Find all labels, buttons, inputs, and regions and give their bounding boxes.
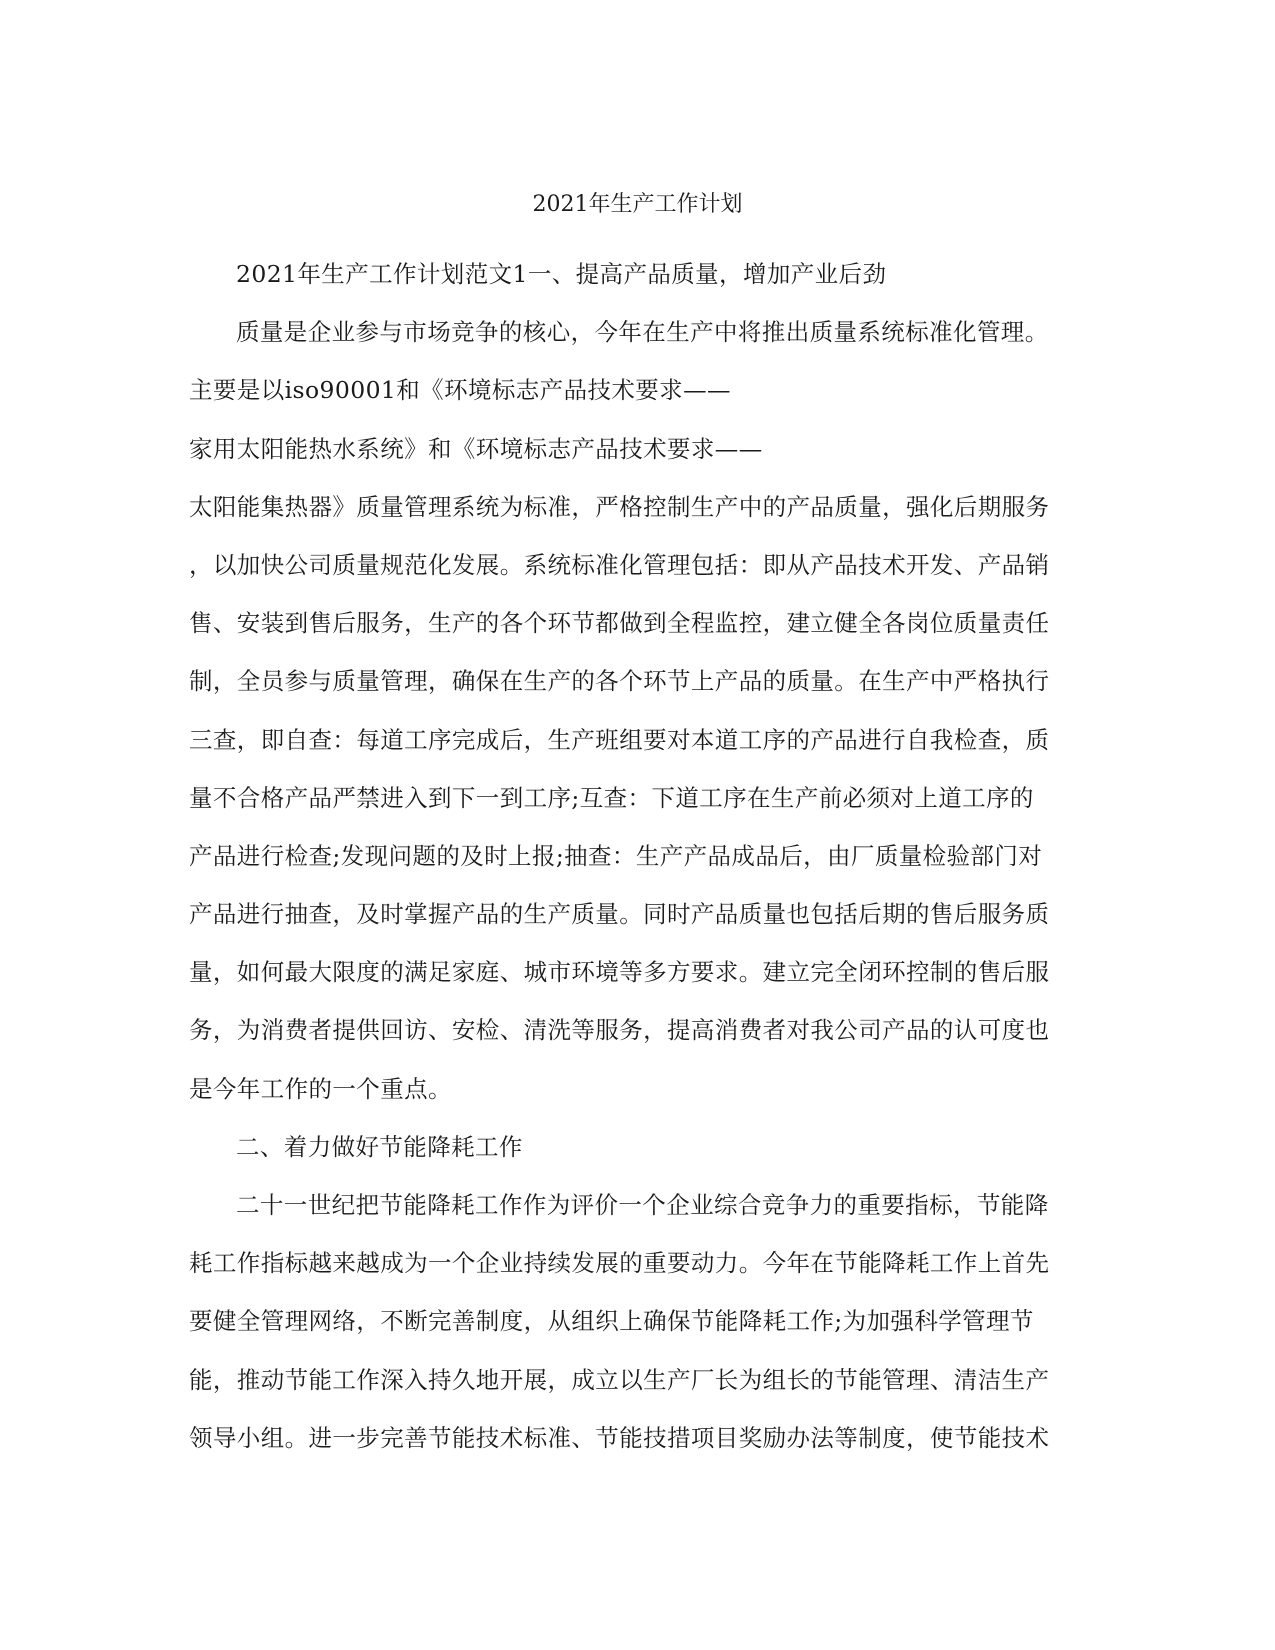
paragraph-line: 制，全员参与质量管理，确保在生产的各个环节上产品的质量。在生产中严格执行 xyxy=(189,667,1050,696)
paragraph-line: 要健全管理网络，不断完善制度，从组织上确保节能降耗工作;为加强科学管理节 xyxy=(189,1307,1034,1336)
paragraph-line: 主要是以iso90001和《环境标志产品技术要求—— xyxy=(189,376,731,405)
paragraph-line: 售、安装到售后服务，生产的各个环节都做到全程监控，建立健全各岗位质量责任 xyxy=(189,609,1050,638)
paragraph-line: 二十一世纪把节能降耗工作作为评价一个企业综合竞争力的重要指标，节能降 xyxy=(236,1191,1049,1219)
paragraph-line: 领导小组。进一步完善节能技术标准、节能技措项目奖励办法等制度，使节能技术 xyxy=(189,1423,1050,1452)
section-heading-2: 二、着力做好节能降耗工作 xyxy=(236,1132,523,1161)
paragraph-line: 量，如何最大限度的满足家庭、城市环境等多方要求。建立完全闭环控制的售后服 xyxy=(189,958,1050,987)
paragraph-line: 能，推动节能工作深入持久地开展，成立以生产厂长为组长的节能管理、清洁生产 xyxy=(189,1365,1050,1394)
document-title: 2021年生产工作计划 xyxy=(532,192,743,217)
paragraph-line: ，以加快公司质量规范化发展。系统标准化管理包括：即从产品技术开发、产品销 xyxy=(189,550,1050,579)
paragraph-line: 产品进行检查;发现问题的及时上报;抽查：生产产品成品后，由厂质量检验部门对 xyxy=(189,841,1043,870)
paragraph-line: 是今年工作的一个重点。 xyxy=(189,1074,452,1103)
paragraph-line: 太阳能集热器》质量管理系统为标准，严格控制生产中的产品质量，强化后期服务 xyxy=(189,492,1050,521)
section-heading-1: 2021年生产工作计划范文1一、提高产品质量，增加产业后劲 xyxy=(236,260,887,288)
document-body xyxy=(189,259,1087,1481)
paragraph-line: 务，为消费者提供回访、安检、清洗等服务，提高消费者对我公司产品的认可度也 xyxy=(189,1016,1050,1045)
paragraph-line: 质量是企业参与市场竞争的核心，今年在生产中将推出质量系统标准化管理。 xyxy=(236,318,1049,347)
paragraph-line: 产品进行抽查，及时掌握产品的生产质量。同时产品质量也包括后期的售后服务质 xyxy=(189,900,1050,929)
paragraph-line: 三查，即自查：每道工序完成后，生产班组要对本道工序的产品进行自我检查，质 xyxy=(189,725,1050,754)
paragraph-line: 耗工作指标越来越成为一个企业持续发展的重要动力。今年在节能降耗工作上首先 xyxy=(189,1249,1050,1278)
paragraph-line: 家用太阳能热水系统》和《环境标志产品技术要求—— xyxy=(189,434,763,463)
paragraph-line: 量不合格产品严禁进入到下一到工序;互查：下道工序在生产前必须对上道工序的 xyxy=(189,783,1034,812)
